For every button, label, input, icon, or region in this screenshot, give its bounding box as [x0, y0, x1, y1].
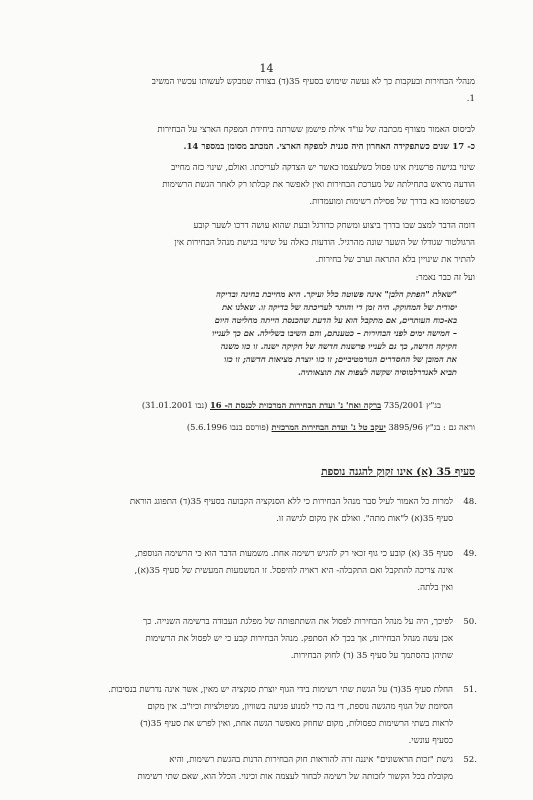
text-line: לפיכך, היה על מנהל הבחירות לפסול את השתתפותה של מפלגת העבודה ברשימה השנייה. כך [142, 617, 453, 627]
text-line: מנהלי הבחירות ובעקבות כך לא נעשה שימוש בסעיף 35(ד) בצורה שמבקש לעשותו עכשיו המשיב [151, 77, 475, 87]
page-number: 14 [259, 62, 274, 75]
text-line: כסעיף עונשי. [408, 736, 453, 746]
text-line: מקובלת בכל הקשור לזכותה של רשימה לבחור לעצמה אות וכינוי. הכלל הוא, שאם שתי רשימות [137, 772, 453, 782]
text-line: סעיף 35(א) ל"אות מתה". ואולם אין מקום לגישה זו. [276, 514, 453, 524]
numbered-paragraph [45, 546, 475, 597]
numbered-paragraph [45, 682, 475, 750]
citation-prefix: בג"ץ 735/2001 [383, 400, 441, 410]
text-line: למרות כל האמור לעיל סבר מנהל הבחירות כי ללא הסנקציה הקבועה בסעיף 35(ד) התפוגג הוראת [129, 497, 453, 507]
paragraph-number: 51. [463, 685, 477, 695]
text-line: גישת "זכות הראשונים" איננה זרה להוראות חוק הבחירות הדנות בהגשת רשימות, והיא [169, 755, 453, 765]
text-line: להתיר את שינויין בלא התראה וערב של בחירות. [315, 255, 475, 265]
text-line: ועל זה כבר נאמר: [415, 273, 475, 283]
paragraph-number: 50. [463, 617, 477, 627]
text-line: שתיהן בהסתמך על סעיף 35 (ד) לחוק הבחירות. [290, 651, 453, 661]
quote-line: בא-כוח העותרים, אם מתקבל הוא על הדעת שהכנסת הייתה מחליטה היום [214, 315, 457, 325]
text-line: הודעה מראש בתחילתה של מערכת הבחירות ואין לאפשר את קבלתו רק לאחר הגשת הרשימות [162, 180, 475, 190]
citation-case: ברקה ואח' נ' ועדת הבחירות המרכזית לכנסת ה- 16 [210, 400, 382, 410]
text-line: כשפרסומו בא בדרך של פסילת רשימות ומועמדות. [309, 197, 475, 207]
text-line: הסיומת של הגוף מהגשה נוספת, די בה כדי למנוע פגיעה בשוויון, מניפולציות וכיו"ב. אין מקום [147, 702, 453, 712]
quote-line: חקיקה חדשה, כך גם לענייו פרשנות חדשה של חקיקה ישנה. זו כזו משנה [220, 341, 457, 351]
section-heading: סעיף 35 (א) אינו זקוק להגנה נוספת [321, 466, 475, 478]
text-line: החלת סעיף 35(ד) על הגשת שתי רשימות בידי הגוף יוצרת סנקציה יש מאין, אשר אינה נדרשת בנסיבות. [108, 685, 453, 695]
citation-case: יעקב טל נ' ועדת הבחירות המרכזית [271, 422, 386, 432]
citation-suffix: (נבו 31.01.2001) [141, 400, 208, 410]
text-line: סעיף 35 (א) קובע כי גוף זכאי רק להגיש רשימה אחת. משמעות הדבר הוא כי הרשימה הנוספת, [134, 549, 453, 559]
quote-line: – חמישה ימים לפני הבחירות – כטענתם, והם השיבו בשלילה. אם כך לענייו [212, 328, 457, 338]
said-line [62, 270, 475, 287]
quote-line: יסודית של המחוקק. היה זמן די והותר לעריכתה של בדיקה זו. שאלנו את [222, 302, 457, 312]
paragraph-number: 52. [463, 755, 477, 765]
quote-line: את המובן של החסדרים הנורמטיביים; זו כזו יוצרת מציאות חדשה; זו כזו [224, 354, 457, 364]
text-line: לראות בשתי הרשימות כפסולות, מקום שחוזק מאפשר הגשה אחת, ואין לפרש את סעיף 35(ד) [139, 719, 453, 729]
text-line: ואין בלתה. [417, 583, 453, 593]
text-line: 1. [466, 94, 475, 104]
text-line: אכן עשה מנהל הבחירות, אך בכך לא הסתפק. מנהל הבחירות קבע כי יש לפסול את הרשימות [145, 634, 453, 644]
quote-line: "שאלת "הפתק הלבן" אינה פשוטה כלל ועיקר. היא מחייבת בחינה ובדיקה [216, 289, 457, 299]
paragraph-number: 49. [463, 549, 477, 559]
citation-2 [187, 420, 475, 434]
support-paragraph [62, 122, 475, 156]
citation-suffix: (פורסם בנבו 5.6.1996) [186, 422, 269, 432]
intro-paragraph [62, 74, 475, 108]
quote-line: תביא לאנדרלמוסיה שקשה לצפות את תוצאותיה. [297, 367, 457, 377]
text-line: שינוי בגישה פרשנית אינו פסול כשלעצמו כאשר יש הצדקה לעריכתו. ואולם, שינוי כזה מחייב [171, 163, 475, 173]
numbered-paragraph [45, 614, 475, 665]
text-line: כ- 17 שנים כשתפקידה האחרון היה סגנית למפקח הארצי. המכתב מסומן במספר 14. [183, 142, 475, 152]
block-quote [79, 288, 457, 379]
numbered-paragraph [45, 494, 475, 528]
text-line: הרגולטור שגודלו של השער שונה מהרגיל. הודעות כאלה על שינוי בגישת מנהל הבחירות אין [174, 238, 475, 248]
citation-prefix: וראה גם : בג"ץ 3895/96 [388, 422, 475, 432]
citation-1 [142, 398, 441, 412]
numbered-paragraph [45, 752, 475, 786]
text-line: דומה הדבר למצב שבו בדרך ביצוע ומשחק כדורגל ובעת שהוא עושה דרכו לשער קובע [193, 221, 475, 231]
change-paragraph [62, 160, 475, 211]
similar-paragraph [62, 218, 475, 269]
text-line: אינה צריכה להתקבל ואם התקבלה- היא ראויה להיפסל. זו המשמעות המעשית של סעיף 35(א), [134, 566, 453, 576]
text-line: לביסוס האמור מצורף מכתבה של עו"ד אילת פישמן ששרתה ביחידת המפקח הארצי על הבחירות [157, 125, 475, 135]
paragraph-number: 48. [463, 497, 477, 507]
